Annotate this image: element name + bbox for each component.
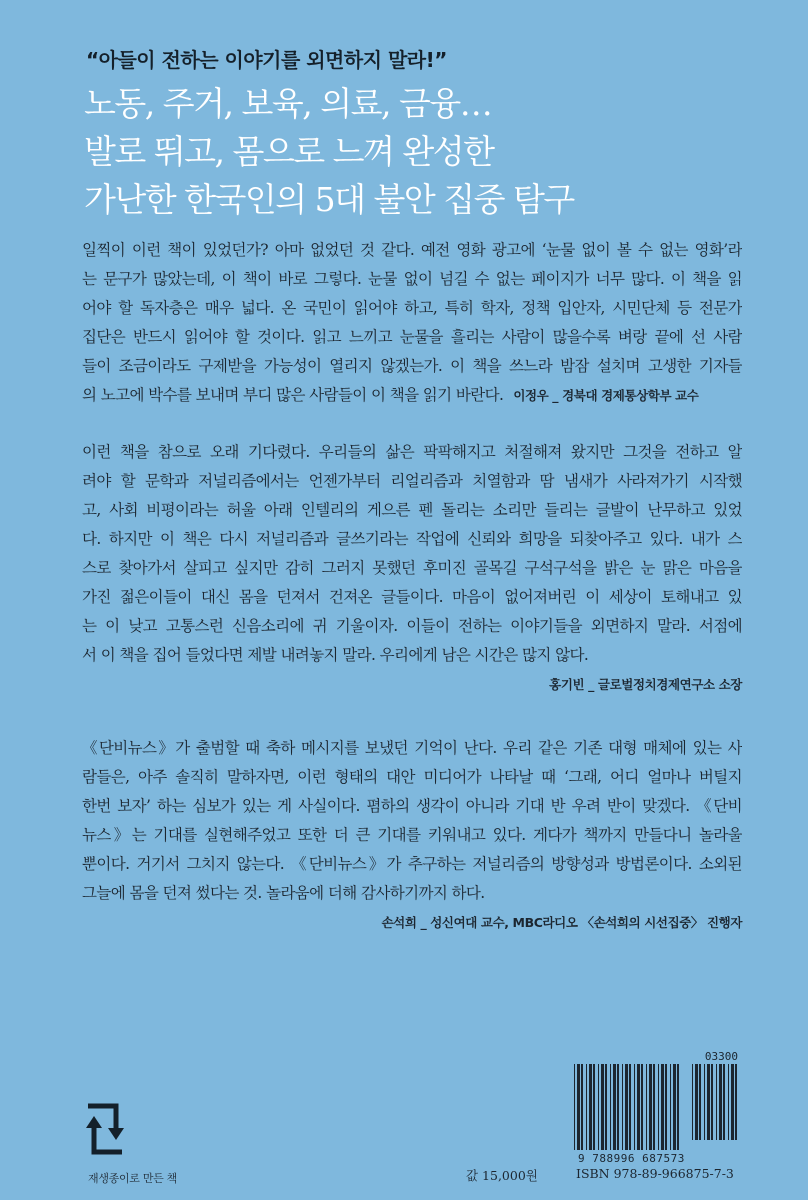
blurb-line: 《단비뉴스》가 출범할 때 축하 메시지를 보냈던 기억이 난다. 우리 같은 기존 대형 매체에 있는 사	[82, 739, 742, 757]
price: 값 15,000원	[466, 1168, 538, 1183]
isbn-digits: 9 788996 687573	[578, 1152, 685, 1165]
blurb-line: 한번 보자’ 하는 심보가 있는 게 사실이다. 폄하의 생각이 아니라 기대 반 우려 반이 맞겠다. 《단비	[82, 797, 742, 815]
blurb-line: 뿐이다. 거기서 그치지 않는다. 《단비뉴스》가 추구하는 저널리즘의 방향성과 방법론이다. 소외된	[82, 855, 742, 873]
endorser-attribution: 홍기빈 _ 글로벌정치경제연구소 소장	[549, 677, 742, 692]
endorsement-1	[82, 236, 742, 410]
isbn: ISBN 978-89-966875-7-3	[576, 1166, 734, 1181]
blurb-line: 람들은, 아주 솔직히 말하자면, 이런 형태의 대안 미디어가 나타날 때 ‘그래, 어디 얼마나 버틸지	[82, 768, 742, 786]
headline-line: 가난한 한국인의 5대 불안 집중 탐구	[84, 180, 574, 219]
recycle-icon	[76, 1100, 136, 1158]
endorser-attribution: 이정우 _ 경북대 경제통상학부 교수	[513, 388, 699, 403]
blurb-line: 그늘에 몸을 던져 썼다는 것. 놀라움에 더해 감사하기까지 하다.	[82, 884, 485, 902]
blurb-line: 이런 책을 참으로 오래 기다렸다. 우리들의 삶은 팍팍해지고 처절해져 왔지만 그것을 전하고 알	[82, 443, 742, 461]
blurb-line: 는 이 낮고 고통스런 신음소리에 귀 기울이자. 이들이 전하는 이야기들을 외면하지 말라. 서점에	[82, 617, 742, 635]
blurb-line: 려야 할 문학과 저널리즘에서는 언젠가부터 리얼리즘과 치열함과 땀 냄새가 사라져가기 시작했	[82, 472, 742, 490]
headline	[84, 80, 764, 224]
blurb-line: 는 문구가 많았는데, 이 책이 바로 그렇다. 눈물 없이 넘길 수 없는 페이지가 너무 많다. 이 책을 읽	[82, 270, 742, 288]
barcode	[572, 1050, 738, 1170]
recycle-label: 재생종이로 만든 책	[88, 1172, 178, 1185]
price-code: 03300	[704, 1050, 738, 1063]
blurb-line: 스로 찾아가서 살피고 싶지만 감히 그러지 못했던 후미진 골목길 구석구석을 밝은 눈 맑은 마음을	[82, 559, 742, 577]
blurb-line: 서 이 책을 집어 들었다면 제발 내려놓지 말라. 우리에게 남은 시간은 많지 않다.	[82, 646, 589, 664]
blurb-line	[82, 381, 742, 410]
addon-barcode-bars	[690, 1064, 738, 1140]
isbn-barcode-bars	[572, 1064, 684, 1150]
endorser-attribution: 손석희 _ 성신여대 교수, MBC라디오 〈손석희의 시선집중〉 진행자	[381, 915, 742, 930]
headline-line: 발로 뛰고, 몸으로 느껴 완성한	[84, 132, 494, 171]
blurb-line: 집단은 반드시 읽어야 할 것이다. 읽고 느끼고 눈물을 흘리는 사람이 많을수록 벼랑 끝에 선 사람	[82, 328, 742, 346]
blurb-line: 뉴스》는 기대를 실현해주었고 또한 더 큰 기대를 키워내고 있다. 게다가 책까지 만들다니 놀라울	[82, 826, 742, 844]
blurb-line: 어야 할 독자층은 매우 넓다. 온 국민이 읽어야 하고, 특히 학자, 정책 입안자, 시민단체 등 전문가	[82, 299, 742, 317]
endorsement-2	[82, 438, 742, 700]
blurb-line: 들이 조금이라도 구제받을 가능성이 열리지 않겠는가. 이 책을 쓰느라 밤잠 설치며 고생한 기자들	[82, 357, 742, 375]
blurb-line: 고, 사회 비평이라는 허울 아래 인텔리의 게으른 펜 돌리는 소리만 들리는 글발이 난무하고 있었	[82, 501, 742, 519]
blurb-line: 가진 젊은이들이 대신 몸을 던져서 건져온 글들이다. 마음이 없어져버린 이 세상이 토해내고 있	[82, 588, 742, 606]
blurb-line: 다. 하지만 이 책은 다시 저널리즘과 글쓰기라는 작업에 신뢰와 희망을 되찾아주고 있다. 내가 스	[82, 530, 742, 548]
blurb-line: 일찍이 이런 책이 있었던가? 아마 없었던 것 같다. 예전 영화 광고에 ‘눈물 없이 볼 수 없는 영화’라	[82, 241, 742, 259]
tagline: “아들이 전하는 이야기를 외면하지 말라!”	[86, 48, 447, 72]
blurb-line-text: 의 노고에 박수를 보내며 부디 많은 사람들이 이 책을 읽기 바란다.	[82, 386, 504, 404]
headline-line: 노동, 주거, 보육, 의료, 금융…	[84, 84, 492, 123]
endorsement-3	[82, 734, 742, 938]
